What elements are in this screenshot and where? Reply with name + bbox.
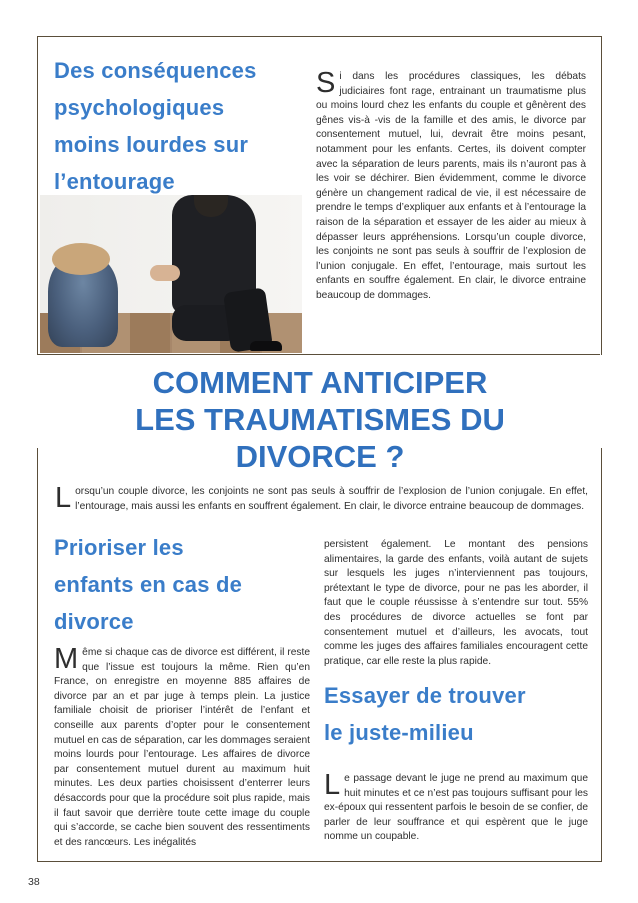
right-heading-line2: le juste-milieu xyxy=(324,720,474,745)
right-body-text: e passage devant le juge ne prend au maximum que huit minutes et ce n’est pas toujours suffisant pour les ex-époux qui ressentent parfois le besoin de se confier, de parler de leur souffrance et qui espèrent que le juge nomme un coupable. xyxy=(324,773,588,843)
couple-photo xyxy=(40,195,302,353)
intro-paragraph xyxy=(55,482,588,514)
headline-line1: COMMENT ANTICIPER xyxy=(152,365,488,400)
right-section-body xyxy=(324,769,588,845)
top-heading-line2: psychologiques xyxy=(54,95,225,120)
headline-line3: DIVORCE ? xyxy=(235,439,405,474)
page-number: 38 xyxy=(28,876,40,888)
adult-shoe xyxy=(250,341,282,351)
right-dropcap: L xyxy=(324,769,341,801)
intro-dropcap: L xyxy=(55,482,72,514)
left-heading-line3: divorce xyxy=(54,609,134,634)
left-heading-line1: Prioriser les xyxy=(54,535,184,560)
top-dropcap: S xyxy=(316,67,336,99)
right-heading-line1: Essayer de trouver xyxy=(324,683,526,708)
left-section-body xyxy=(54,643,310,850)
adult-hand xyxy=(150,265,180,281)
left-section-heading xyxy=(54,529,314,640)
headline-line2: LES TRAUMATISMES DU xyxy=(135,402,505,437)
right-section-heading xyxy=(324,677,594,751)
top-heading-line3: moins lourdes sur xyxy=(54,132,249,157)
child-hair xyxy=(52,243,110,275)
top-body-text: i dans les procédures classiques, les débats judiciaires font rage, entrainant un traumatisme plus ou moins lourd chez les enfants du couple et gênèrent des gênes vis-à -vis de la famille et des amis, le divorce par consentement mutuel, lui, devrait être moins pesant, notamment pour les enfants. Certes, ils doivent compter avec la séparation de leurs parents, mais ils n’auront pas à les voir se déchirer. Bien évidemment, comme le divorce génère un changement radical de vie, il est nécessaire de prendre le temps d’expliquer aux enfants et à l’entourage la raison de la séparation et essayer de les aider au mieux à dépasser leurs appréhensions. Lorsqu’un couple divorce, les conjoints ne sont pas seuls à souffrir de l’explosion de l’union conjugale. En effet, l’entourage, mais surtout les enfants en souffre également. En clair, le divorce entraine beaucoup de dommages. xyxy=(316,71,586,301)
top-section-heading xyxy=(54,52,314,200)
right-continuation: persistent également. Le montant des pensions alimentaires, la garde des enfants, voilà autant de sujets sur lesquels les juges n’interviennent pas toujours, prétextant le type de divorce, pour ne pas les aborder, il faut que le couple réussisse à s’entendre sur tout. 55% des procédures de divorce actuelles se font par consentement mutuel et d’ailleurs, les avocats, tout comme les juges des affaires familiales encouragent cette pratique, car elle reste la plus rapide. xyxy=(324,539,588,667)
page-headline xyxy=(40,364,600,475)
left-dropcap: M xyxy=(54,643,79,675)
intro-text: orsqu’un couple divorce, les conjoints ne sont pas seuls à souffrir de l’explosion de l’union conjugale. En effet, l’entourage, mais aussi les enfants en souffrent également. En clair, le divorce entraine beaucoup de dommages. xyxy=(75,486,588,512)
adult-figure xyxy=(132,195,282,353)
left-body-text: ême si chaque cas de divorce est différent, il reste que l’issue est toujours la même. Rien qu’en France, on enregistre en moyenne 885 affaires de divorce par an et par juge à temps plein. La justice familiale choisit de prioriser l’intérêt de l’enfant et conseille aux parents d’opter pour le consentement mutuel en cas de séparation, car les dommages seraient moins lourds pour l’entourage. Les affaires de divorce par consentement mutuel durent au maximum huit minutes. Les deux parties choisissent d’enterrer leurs désaccords pour que la procédure soit plus rapide, mais il faut savoir que derrière toute cette image du couple qui s’accorde, se cache bien souvent des ressentiments et des rancœurs. Les inégalités xyxy=(54,647,310,848)
frame-separator xyxy=(37,354,600,355)
top-heading-line1: Des conséquences xyxy=(54,58,257,83)
top-section-body xyxy=(316,67,586,304)
left-heading-line2: enfants en cas de xyxy=(54,572,243,597)
top-heading-line4: l’entourage xyxy=(54,169,175,194)
